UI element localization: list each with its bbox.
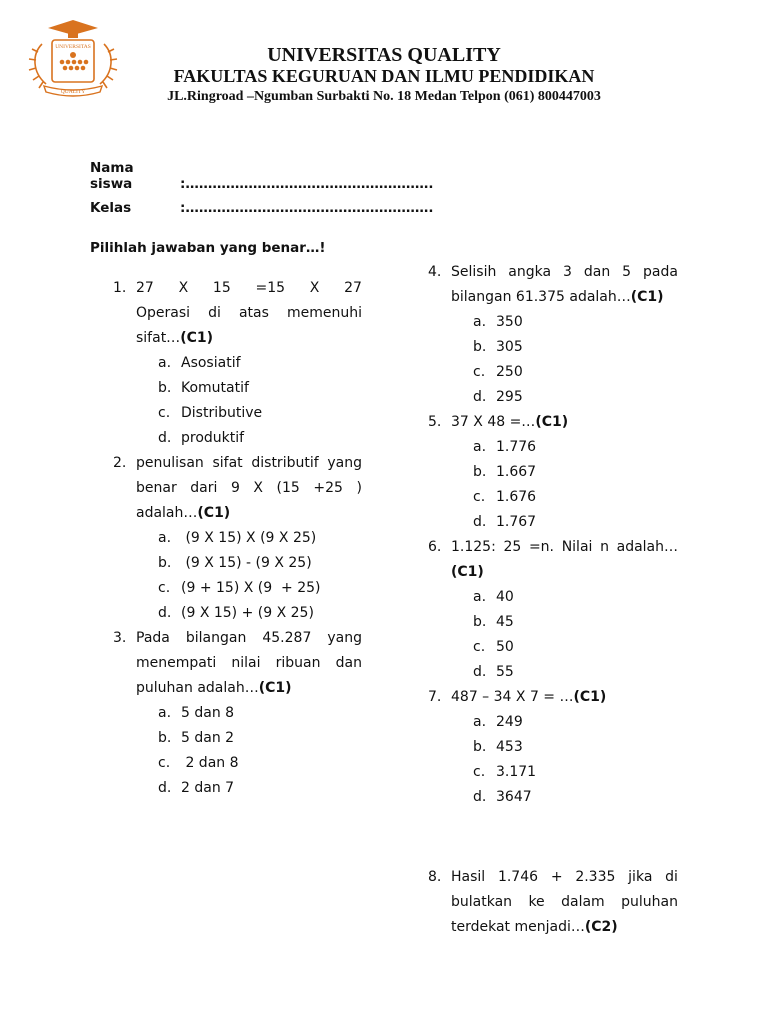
question-line: bulatkan ke dalam puluhan xyxy=(451,894,678,910)
answer-option xyxy=(158,401,362,426)
option-value: 249 xyxy=(496,714,523,730)
question-line: 27 X 15 =15 X 27 xyxy=(136,280,362,296)
option-letter: c. xyxy=(158,405,171,421)
option-letter: b. xyxy=(158,380,172,396)
option-letter: a. xyxy=(473,714,487,730)
cognitive-level: (C1) xyxy=(573,689,607,705)
question-number: 6. xyxy=(428,539,442,555)
question-line: puluhan adalah…(C1) xyxy=(136,680,292,696)
answer-option xyxy=(158,576,362,601)
question-number: 8. xyxy=(428,869,442,885)
question-number: 1. xyxy=(113,280,127,296)
question-line: adalah…(C1) xyxy=(136,505,231,521)
question-text xyxy=(136,276,362,351)
question xyxy=(428,535,678,685)
option-letter: a. xyxy=(158,355,172,371)
option-value: 2 dan 7 xyxy=(181,780,235,796)
option-value: (9 + 15) X (9 + 25) xyxy=(181,580,321,596)
option-value: 1.667 xyxy=(496,464,537,480)
question-line: Selisih angka 3 dan 5 pada xyxy=(451,264,678,280)
instruction: Pilihlah jawaban yang benar…! xyxy=(90,240,326,256)
answer-option xyxy=(158,726,362,751)
option-letter: d. xyxy=(158,605,172,621)
answer-option xyxy=(473,335,678,360)
option-value: 453 xyxy=(496,739,523,755)
question-number: 3. xyxy=(113,630,127,646)
answer-option xyxy=(158,426,362,451)
answer-option xyxy=(473,660,678,685)
question-line: penulisan sifat distributif yang xyxy=(136,455,362,471)
answer-option xyxy=(158,351,362,376)
answer-option xyxy=(473,760,678,785)
address-line: JL.Ringroad –Ngumban Surbakti No. 18 Medan Telpon (061) 800447003 xyxy=(167,89,601,104)
option-letter: d. xyxy=(473,389,487,405)
question-line: Hasil 1.746 + 2.335 jika di xyxy=(451,869,678,885)
answer-option xyxy=(473,785,678,810)
answer-option xyxy=(158,376,362,401)
option-letter: d. xyxy=(158,780,172,796)
question xyxy=(113,276,362,451)
answer-option xyxy=(158,751,362,776)
option-letter: b. xyxy=(473,339,487,355)
faculty-name: FAKULTAS KEGURUAN DAN ILMU PENDIDIKAN xyxy=(173,66,595,86)
answer-option xyxy=(473,310,678,335)
question-line: terdekat menjadi…(C2) xyxy=(451,919,618,935)
option-value: 250 xyxy=(496,364,523,380)
option-letter: b. xyxy=(158,730,172,746)
option-letter: b. xyxy=(473,614,487,630)
class-label: Kelas xyxy=(90,200,132,216)
right-column xyxy=(428,260,678,940)
option-value: 5 dan 8 xyxy=(181,705,235,721)
logo-text-top: UNIVERSITAS xyxy=(55,44,91,50)
option-letter: c. xyxy=(158,580,171,596)
option-value: Komutatif xyxy=(181,380,249,396)
option-value: 40 xyxy=(496,589,514,605)
question-text xyxy=(136,626,362,701)
answer-option xyxy=(473,385,678,410)
cognitive-level: (C1) xyxy=(258,680,292,696)
question-text xyxy=(136,451,362,526)
question-text xyxy=(451,410,678,435)
option-letter: c. xyxy=(473,364,486,380)
question-number: 7. xyxy=(428,689,442,705)
option-value: 1.776 xyxy=(496,439,537,455)
option-letter: c. xyxy=(158,755,171,771)
student-name-row xyxy=(90,160,434,192)
option-value: 3647 xyxy=(496,789,532,805)
option-letter: a. xyxy=(473,589,487,605)
cognitive-level: (C1) xyxy=(451,564,484,580)
option-value: 1.676 xyxy=(496,489,537,505)
question xyxy=(428,260,678,410)
answer-option xyxy=(473,635,678,660)
question-line: 1.125: 25 =n. Nilai n adalah…(C1) xyxy=(451,539,679,580)
question xyxy=(428,685,678,810)
answer-option xyxy=(473,360,678,385)
option-value: 350 xyxy=(496,314,523,330)
option-letter: c. xyxy=(473,639,486,655)
answer-option xyxy=(473,460,678,485)
option-letter: b. xyxy=(158,555,172,571)
question xyxy=(428,865,678,940)
left-column xyxy=(113,276,362,801)
cognitive-level: (C1) xyxy=(535,414,569,430)
cognitive-level: (C1) xyxy=(180,330,213,346)
cognitive-level: (C2) xyxy=(584,919,618,935)
option-letter: b. xyxy=(473,739,487,755)
question-line: Operasi di atas memenuhi xyxy=(136,305,362,321)
question-line: Pada bilangan 45.287 yang xyxy=(136,630,362,646)
option-letter: c. xyxy=(473,489,486,505)
option-letter: a. xyxy=(473,314,487,330)
answer-option xyxy=(473,610,678,635)
option-value: (9 X 15) X (9 X 25) xyxy=(181,530,317,546)
answer-option xyxy=(473,435,678,460)
option-value: 295 xyxy=(496,389,523,405)
option-letter: a. xyxy=(158,705,172,721)
option-letter: a. xyxy=(473,439,487,455)
answer-option xyxy=(473,585,678,610)
question-text xyxy=(451,535,678,585)
option-letter: b. xyxy=(473,464,487,480)
class-row xyxy=(90,200,434,216)
answer-option xyxy=(473,485,678,510)
option-letter: d. xyxy=(473,514,487,530)
question xyxy=(428,410,678,535)
question-line: benar dari 9 X (15 +25 ) xyxy=(136,480,362,496)
option-letter: a. xyxy=(158,530,172,546)
answer-option xyxy=(473,735,678,760)
answer-option xyxy=(158,526,362,551)
question xyxy=(113,626,362,801)
answer-option xyxy=(158,701,362,726)
question-line: bilangan 61.375 adalah…(C1) xyxy=(451,289,664,305)
option-value: (9 X 15) - (9 X 25) xyxy=(181,555,312,571)
question-number: 4. xyxy=(428,264,442,280)
option-letter: d. xyxy=(158,430,172,446)
option-value: 2 dan 8 xyxy=(181,755,239,771)
question-line: 37 X 48 =…(C1) xyxy=(451,414,569,430)
option-letter: c. xyxy=(473,764,486,780)
university-name: UNIVERSITAS QUALITY xyxy=(267,44,501,66)
option-value: 50 xyxy=(496,639,514,655)
option-value: (9 X 15) + (9 X 25) xyxy=(181,605,314,621)
cognitive-level: (C1) xyxy=(630,289,664,305)
option-value: Asosiatif xyxy=(181,355,241,371)
name-label: Nama siswa xyxy=(90,160,134,192)
question-number: 2. xyxy=(113,455,127,471)
option-value: 55 xyxy=(496,664,514,680)
answer-option xyxy=(473,510,678,535)
question-text xyxy=(451,865,678,940)
question-line: sifat…(C1) xyxy=(136,330,213,346)
option-value: produktif xyxy=(181,430,245,446)
name-value: :………………………………………………. xyxy=(180,176,434,192)
question-number: 5. xyxy=(428,414,442,430)
option-value: 1.767 xyxy=(496,514,537,530)
option-value: 3.171 xyxy=(496,764,537,780)
option-value: 45 xyxy=(496,614,514,630)
option-value: 305 xyxy=(496,339,523,355)
class-value: :………………………………………………. xyxy=(180,200,434,216)
question xyxy=(113,451,362,626)
logo-text-bottom: QUALITY xyxy=(60,89,86,95)
answer-option xyxy=(473,710,678,735)
option-letter: d. xyxy=(473,789,487,805)
option-letter: d. xyxy=(473,664,487,680)
option-value: Distributive xyxy=(181,405,263,421)
answer-option xyxy=(158,776,362,801)
cognitive-level: (C1) xyxy=(197,505,231,521)
question-line: menempati nilai ribuan dan xyxy=(136,655,362,671)
answer-option xyxy=(158,551,362,576)
question-line: 487 – 34 X 7 = …(C1) xyxy=(451,689,607,705)
question-text xyxy=(451,260,678,310)
answer-option xyxy=(158,601,362,626)
question-text xyxy=(451,685,678,710)
option-value: 5 dan 2 xyxy=(181,730,235,746)
